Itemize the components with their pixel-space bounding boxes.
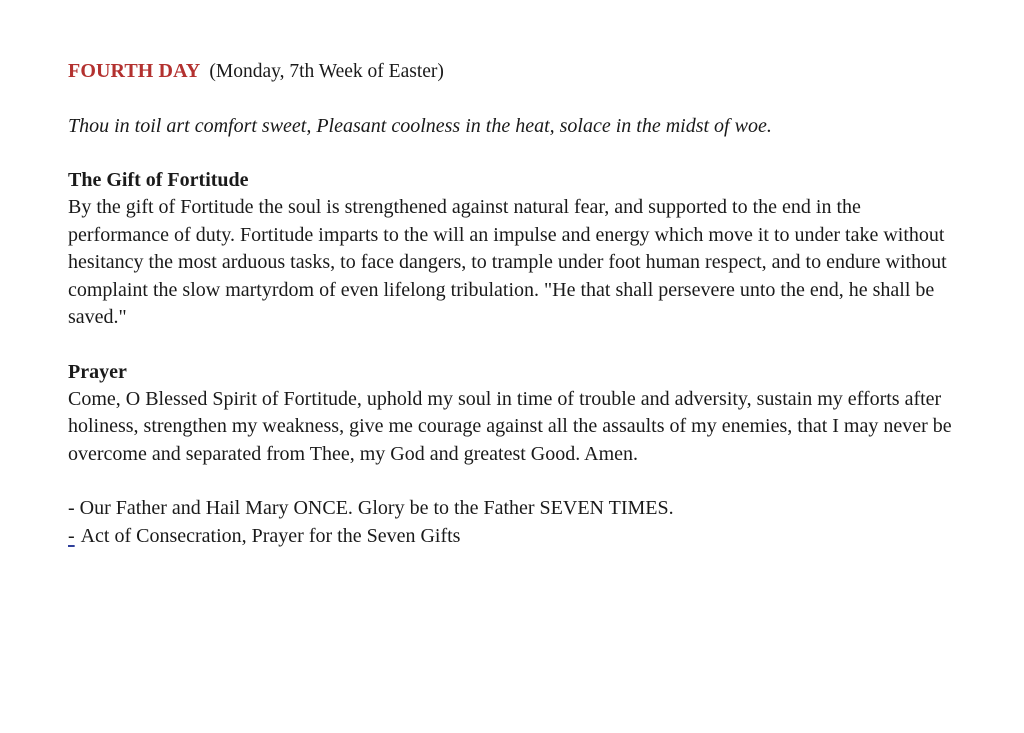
closing-instructions [68, 494, 968, 550]
closing-line-1: - Our Father and Hail Mary ONCE. Glory be to the Father SEVEN TIMES. [68, 497, 674, 519]
closing-line-2 [68, 522, 968, 550]
day-heading [68, 56, 968, 86]
prayer-section [68, 358, 968, 469]
closing-line-2-text: Act of Consecration, Prayer for the Seven Gifts [76, 525, 461, 547]
gift-title: The Gift of Fortitude [68, 169, 249, 191]
prayer-title: Prayer [68, 360, 127, 383]
consecration-link[interactable]: - [68, 525, 75, 547]
verse-text: Thou in toil art comfort sweet, Pleasant coolness in the heat, solace in the midst of woe. [68, 115, 772, 137]
day-subtitle: (Monday, 7th Week of Easter) [209, 61, 444, 82]
prayer-body: Come, O Blessed Spirit of Fortitude, uphold my soul in time of trouble and adversity, sustain my efforts after holiness, strengthen my weakness, give me courage against all the assaults of my enemies, that I may never be overcome and separated from Thee, my God and greatest Good. Amen. [68, 387, 952, 465]
day-title: FOURTH DAY [68, 60, 201, 82]
gift-section [68, 166, 968, 332]
gift-body: By the gift of Fortitude the soul is strengthened against natural fear, and supported to the end in the performance of duty. Fortitude imparts to the will an impulse and energy which move it to under take without hesitancy the most arduous tasks, to face dangers, to trample under foot human respect, and to endure without complaint the slow martyrdom of even lifelong tribulation. "He that shall persevere unto the end, he shall be saved." [68, 196, 947, 328]
document-page [68, 56, 968, 550]
